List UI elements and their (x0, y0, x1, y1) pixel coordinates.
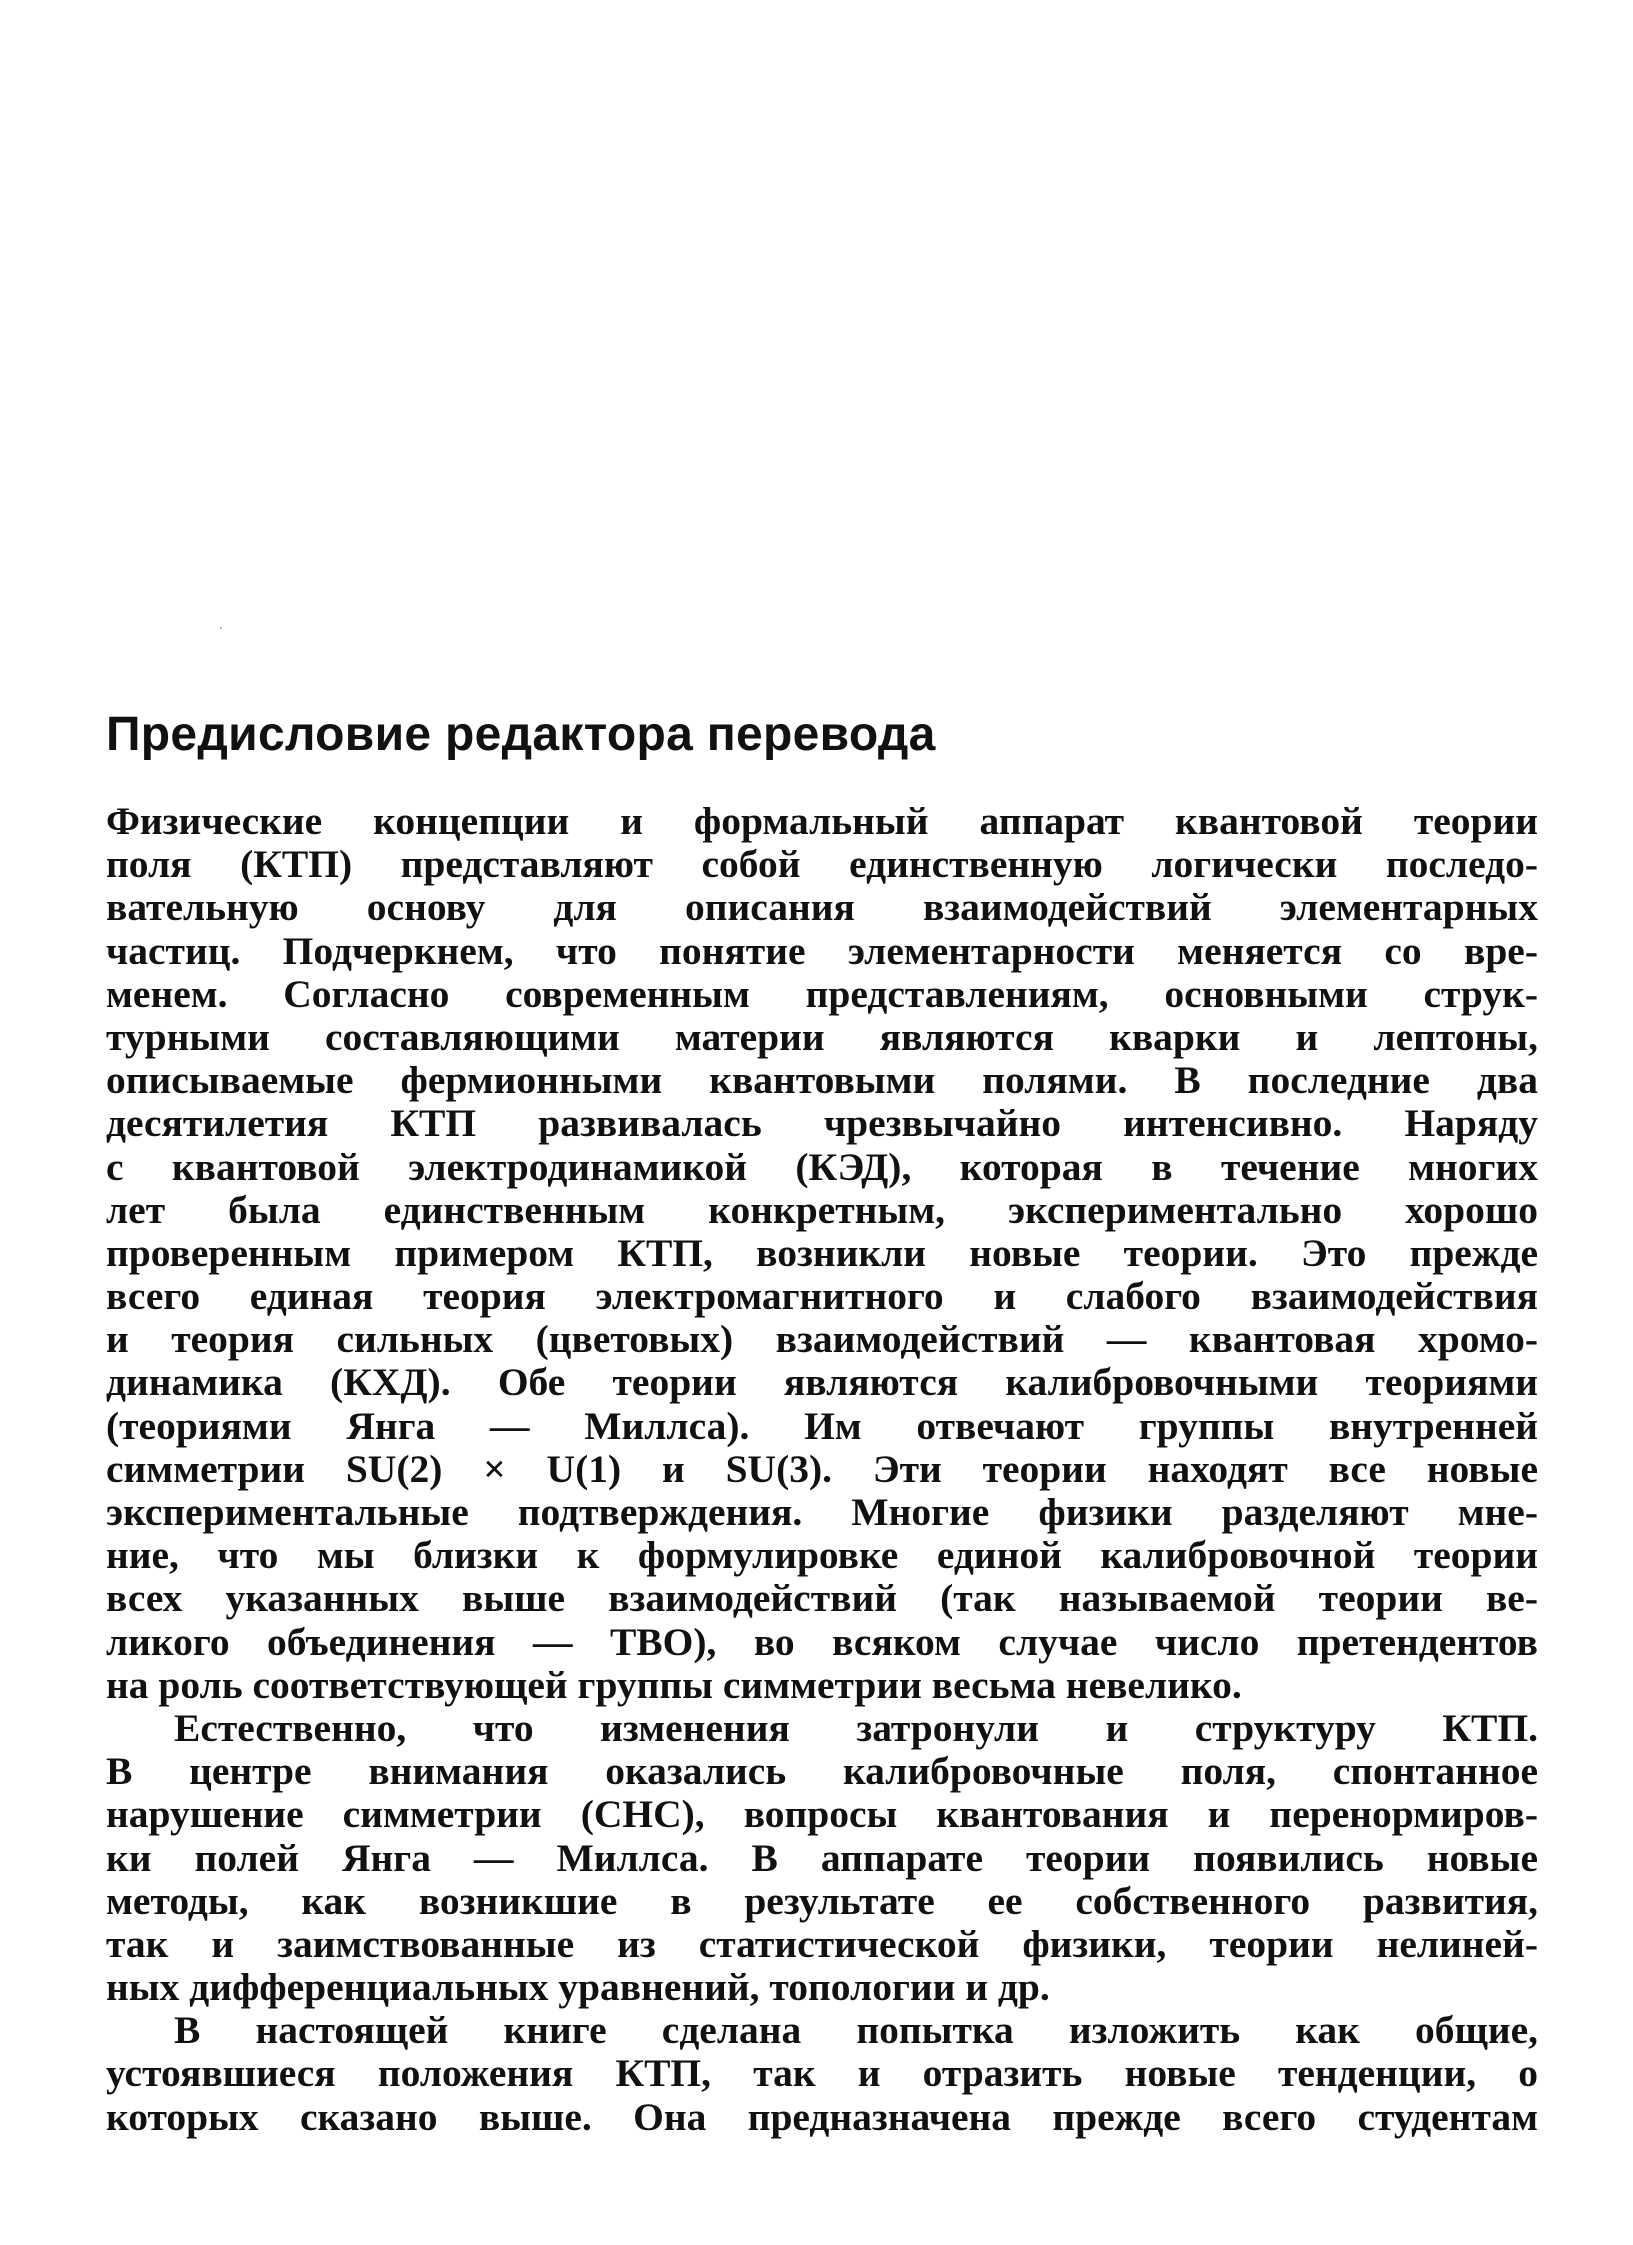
text-line: описываемые фермионными квантовыми полями. В последние два (106, 1059, 1538, 1103)
text-line: всего единая теория электромагнитного и слабого взаимодействия (106, 1275, 1538, 1319)
text-line: симметрии SU(2) × U(1) и SU(3). Эти теории находят все новые (106, 1447, 1538, 1491)
text-line: с квантовой электродинамикой (КЭД), которая в течение многих (106, 1145, 1538, 1189)
text-line: ных дифференциальных уравнений, топологии и др. (106, 1966, 1050, 2010)
text-line: методы, как возникшие в результате ее собственного развития, (106, 1879, 1538, 1923)
text-line: ки полей Янга — Миллса. В аппарате теории появились новые (106, 1836, 1538, 1880)
text-line: менем. Согласно современным представлениям, основными струк- (106, 972, 1538, 1016)
text-line: всех указанных выше взаимодействий (так называемой теории ве- (106, 1577, 1538, 1621)
text-line: В настоящей книге сделана попытка изложить как общие, (174, 2009, 1538, 2053)
section-heading: Предисловие редактора перевода (106, 708, 936, 761)
text-line: так и заимствованные из статистической физики, теории нелиней- (106, 1922, 1538, 1966)
text-line: проверенным примером КТП, возникли новые теории. Это прежде (106, 1231, 1538, 1275)
paragraph-2 (106, 1707, 1538, 2009)
text-line: динамика (КХД). Обе теории являются калибровочными теориями (106, 1361, 1538, 1405)
text-line: на роль соответствующей группы симметрии весьма невелико. (106, 1663, 1242, 1707)
text-line: которых сказано выше. Она предназначена прежде всего студентам (106, 2095, 1538, 2139)
text-line: турными составляющими материи являются кварки и лептоны, (106, 1015, 1538, 1059)
text-line: ние, что мы близки к формулировке единой калибровочной теории (106, 1534, 1538, 1578)
text-line: (теориями Янга — Миллса). Им отвечают группы внутренней (106, 1404, 1538, 1448)
text-line: и теория сильных (цветовых) взаимодействий — квантовая хромо- (106, 1318, 1538, 1362)
text-line: экспериментальные подтверждения. Многие физики разделяют мне- (106, 1491, 1538, 1534)
text-line: частиц. Подчеркнем, что понятие элементарности меняется со вре- (106, 929, 1538, 973)
paragraph-3 (106, 2009, 1538, 2139)
paragraph-1 (106, 800, 1538, 1707)
body-text (106, 800, 1538, 2139)
text-line: Естественно, что изменения затронули и структуру КТП. (174, 1706, 1538, 1750)
text-line: лет была единственным конкретным, экспериментально хорошо (106, 1188, 1538, 1232)
text-line: поля (КТП) представляют собой единственную логически последо- (106, 843, 1538, 887)
text-line: Физические концепции и формальный аппарат квантовой теории (106, 800, 1538, 843)
scan-speck (220, 627, 222, 629)
text-line: В центре внимания оказались калибровочные поля, спонтанное (106, 1750, 1538, 1794)
text-line: нарушение симметрии (СНС), вопросы квантования и перенормиров- (106, 1793, 1538, 1837)
text-line: десятилетия КТП развивалась чрезвычайно интенсивно. Наряду (106, 1102, 1538, 1146)
text-line: вательную основу для описания взаимодействий элементарных (106, 886, 1538, 930)
text-line: устоявшиеся положения КТП, так и отразить новые тенденции, о (106, 2052, 1538, 2096)
text-line: ликого объединения — ТВО), во всяком случае число претендентов (106, 1620, 1538, 1664)
